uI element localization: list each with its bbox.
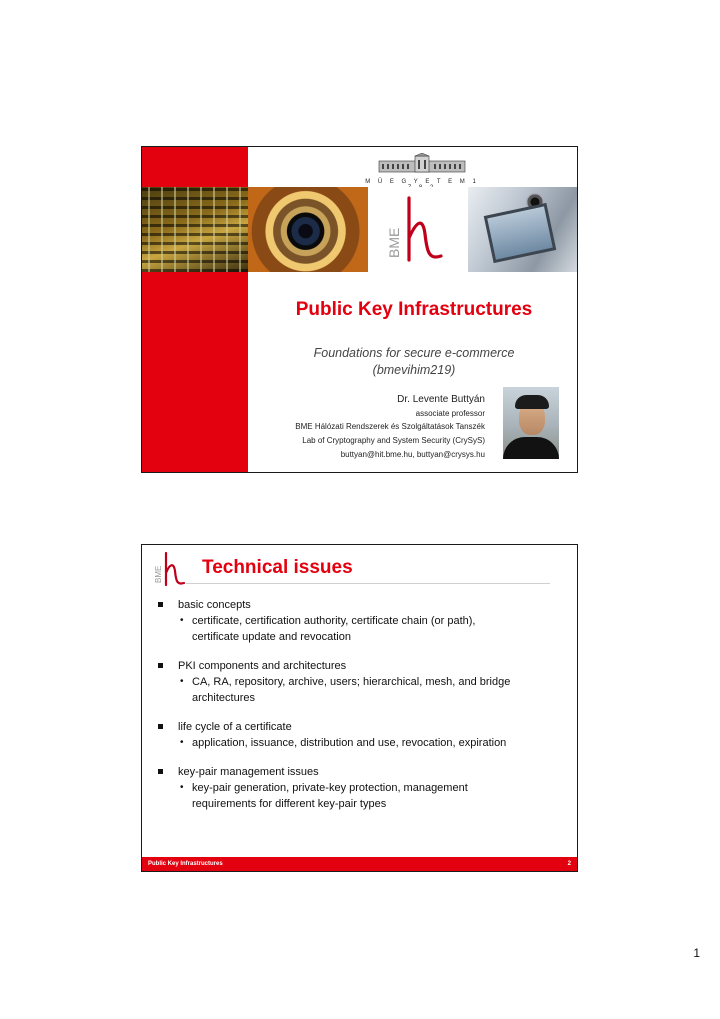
sub-item-text: application, issuance, distribution and use, revocation, expiration	[192, 737, 507, 749]
author-photo	[503, 387, 559, 459]
author-role: associate professor	[415, 409, 485, 418]
svg-text:BME: BME	[154, 565, 163, 583]
bme-logo-panel	[368, 187, 468, 272]
author-lab: Lab of Cryptography and System Security (CrySyS)	[302, 436, 485, 445]
phone-screen	[484, 203, 557, 263]
sub-item-text: certificate update and revocation	[192, 631, 351, 643]
bme-logo-icon	[152, 551, 186, 587]
author-name: Dr. Levente Buttyán	[397, 394, 485, 405]
photo-cap	[515, 395, 549, 409]
page-number: 1	[693, 946, 700, 960]
list-item: basic concepts	[156, 597, 566, 613]
sub-item	[156, 674, 566, 706]
mobile-phone-photo	[468, 187, 578, 272]
author-info	[295, 393, 485, 462]
sub-item-text: requirements for different key-pair types	[192, 798, 387, 810]
title-slide	[141, 146, 578, 473]
author-emails: buttyan@hit.bme.hu, buttyan@crysys.hu	[340, 450, 485, 459]
slide-number: 2	[567, 861, 571, 867]
content-slide	[141, 544, 578, 872]
university-name: M Ű E G Y E T E M 1	[365, 179, 479, 185]
sub-item	[156, 780, 566, 812]
university-building-icon	[377, 153, 467, 173]
bme-logo-icon	[383, 194, 453, 266]
slide-title: Technical issues	[202, 557, 353, 578]
course-code: (bmevihim219)	[372, 363, 456, 377]
network-cables-photo	[142, 187, 248, 272]
footer-title: Public Key Infrastructures	[148, 861, 223, 867]
slide-subtitle	[257, 345, 571, 379]
photo-strip	[142, 187, 578, 272]
slide-footer	[142, 857, 577, 871]
list-item: life cycle of a certificate	[156, 719, 566, 735]
photo-shirt	[503, 437, 559, 459]
sub-item-text: certificate, certification authority, certificate chain (or path),	[192, 615, 476, 627]
author-department: BME Hálózati Rendszerek és Szolgáltatások Tanszék	[295, 422, 485, 431]
sub-item	[156, 613, 566, 645]
title-divider	[186, 583, 550, 584]
sub-item-text: architectures	[192, 692, 255, 704]
university-header	[362, 153, 482, 191]
bullet-list	[156, 597, 566, 812]
svg-text:BME: BME	[386, 227, 402, 258]
sub-item-text: key-pair generation, private-key protection, management	[192, 782, 468, 794]
sub-item	[156, 735, 566, 751]
list-item: key-pair management issues	[156, 764, 566, 780]
subtitle-line: Foundations for secure e-commerce	[313, 346, 515, 360]
list-item: PKI components and architectures	[156, 658, 566, 674]
camera-lens-photo	[248, 187, 368, 272]
sub-item-text: CA, RA, repository, archive, users; hierarchical, mesh, and bridge	[192, 676, 511, 688]
slide-title: Public Key Infrastructures	[295, 299, 533, 320]
